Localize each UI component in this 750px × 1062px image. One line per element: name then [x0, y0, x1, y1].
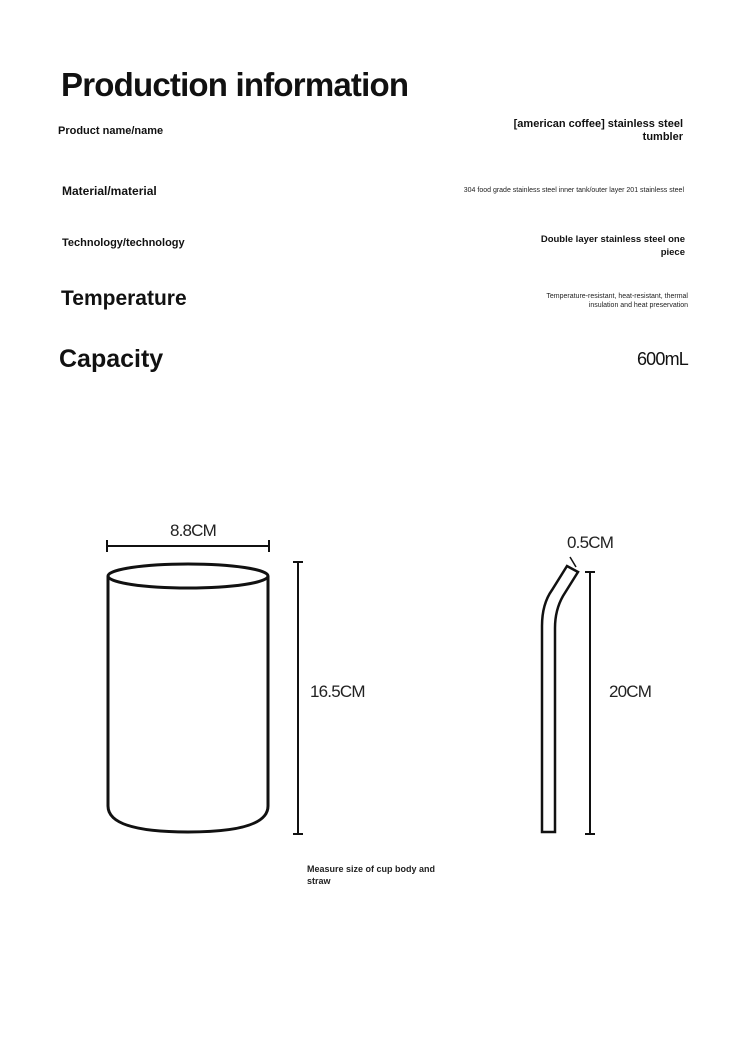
cup-rim	[108, 564, 268, 588]
material-value: 304 food grade stainless steel inner tank/outer layer 201 stainless steel	[463, 187, 684, 194]
cup-height-label: 16.5CM	[310, 682, 365, 701]
temperature-value: Temperature-resistant, heat-resistant, thermal insulation and heat preservation	[546, 293, 688, 309]
technology-value: Double layer stainless steel one piece	[540, 234, 685, 258]
product-name-value: [american coffee] stainless steel tumbler	[513, 118, 683, 143]
capacity-value: 600mL	[636, 349, 688, 369]
page-title: Production information	[61, 66, 409, 103]
straw-length-label: 20CM	[609, 682, 652, 701]
cup-width-label: 8.8CM	[169, 521, 217, 540]
measurement-note: Measure size of cup body and straw	[307, 864, 436, 886]
straw-drawing	[542, 566, 578, 832]
straw-diameter-label: 0.5CM	[567, 533, 614, 552]
cup-drawing	[108, 564, 268, 832]
straw-diameter-marker	[570, 557, 576, 567]
straw-body	[542, 566, 578, 832]
product-name-label: Product name/name	[58, 125, 164, 137]
cup-body	[108, 576, 268, 832]
material-label: Material/material	[62, 184, 157, 198]
technology-label: Technology/technology	[62, 237, 185, 249]
capacity-label: Capacity	[59, 345, 164, 373]
temperature-label: Temperature	[61, 287, 187, 310]
